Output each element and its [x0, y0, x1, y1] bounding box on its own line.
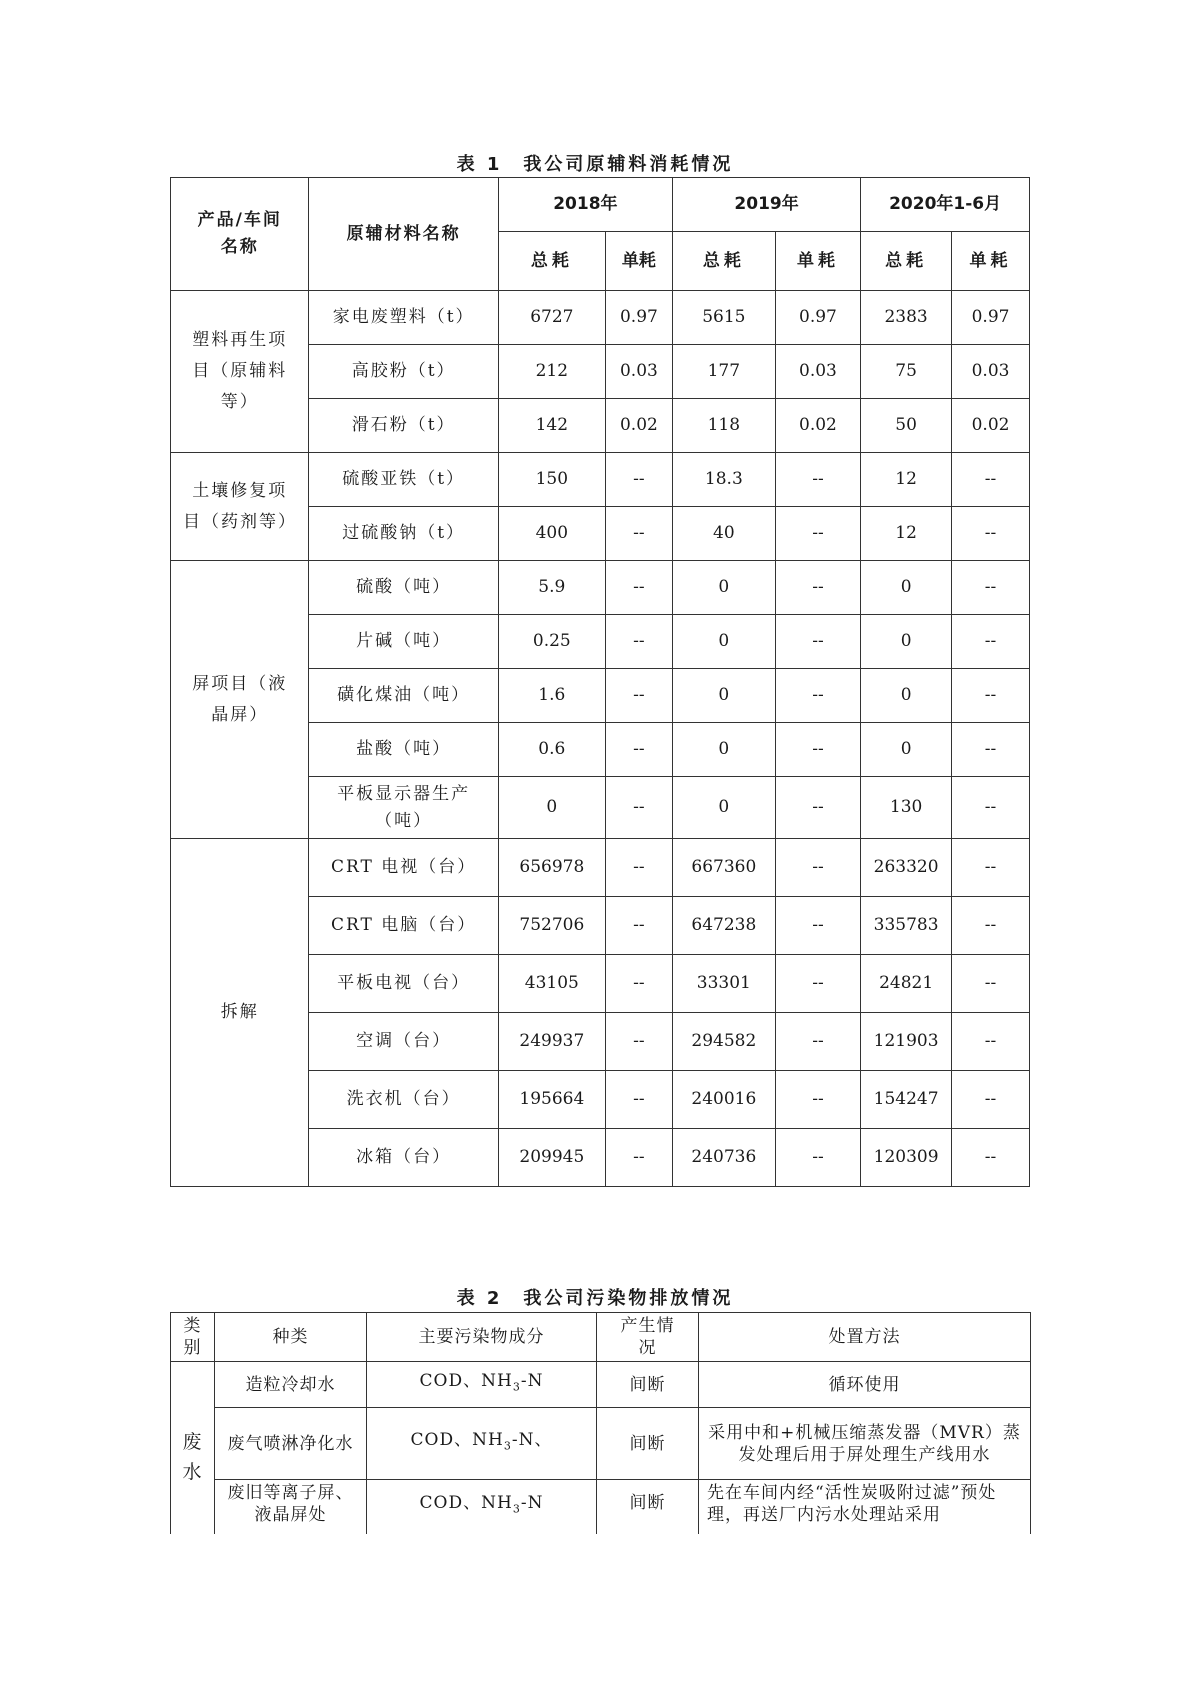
unit-2020: --: [952, 615, 1030, 669]
material-name: 滑石粉（t）: [309, 399, 498, 453]
total-2018: 0.25: [498, 615, 605, 669]
category-wastewater: 废水: [171, 1362, 215, 1552]
header-material: 原辅材料名称: [309, 178, 498, 291]
total-2020: 24821: [861, 955, 952, 1013]
pollution-type: 废气喷淋净化水: [215, 1408, 367, 1480]
unit-2018: 0.03: [605, 345, 672, 399]
header-2019: 2019年: [672, 178, 860, 232]
unit-2020: --: [952, 453, 1030, 507]
total-2018: 5.9: [498, 561, 605, 615]
total-2018: 1.6: [498, 669, 605, 723]
unit-2018: --: [605, 453, 672, 507]
header-occurrence: 产生情况: [597, 1313, 699, 1362]
header-2020: 2020年1-6月: [861, 178, 1030, 232]
total-2019: 177: [672, 345, 775, 399]
pollution-type: 造粒冷却水: [215, 1362, 367, 1408]
table1-caption: 表 1 我公司原辅料消耗情况: [456, 154, 734, 175]
unit-2018: --: [605, 777, 672, 839]
unit-2018: 0.02: [605, 399, 672, 453]
unit-2019: --: [775, 453, 860, 507]
total-2020: 0: [861, 723, 952, 777]
total-2019: 5615: [672, 291, 775, 345]
unit-2018: --: [605, 955, 672, 1013]
unit-2018: --: [605, 1129, 672, 1187]
group-plastics: 塑料再生项目（原辅料等）: [171, 291, 309, 453]
unit-2019: --: [775, 1013, 860, 1071]
total-2018: 6727: [498, 291, 605, 345]
total-2020: 12: [861, 453, 952, 507]
occurrence: 间断: [597, 1362, 699, 1408]
header-category: 类别: [171, 1313, 215, 1362]
unit-2020: --: [952, 777, 1030, 839]
unit-2019: --: [775, 1071, 860, 1129]
total-2019: 0: [672, 669, 775, 723]
unit-2019: 0.03: [775, 345, 860, 399]
material-name: CRT 电视（台）: [309, 839, 498, 897]
unit-2018: --: [605, 507, 672, 561]
unit-2019: --: [775, 723, 860, 777]
material-name: 片碱（吨）: [309, 615, 498, 669]
unit-2020: --: [952, 955, 1030, 1013]
group-soil-remediation: 土壤修复项目（药剂等）: [171, 453, 309, 561]
material-name: 高胶粉（t）: [309, 345, 498, 399]
total-2018: 43105: [498, 955, 605, 1013]
total-2019: 0: [672, 561, 775, 615]
occurrence: 间断: [597, 1480, 699, 1552]
raw-material-consumption-table: [170, 177, 1030, 1187]
unit-2018: 0.97: [605, 291, 672, 345]
total-2019: 240016: [672, 1071, 775, 1129]
material-name: 磺化煤油（吨）: [309, 669, 498, 723]
subscript-3: 3: [512, 1502, 521, 1516]
total-2019: 294582: [672, 1013, 775, 1071]
unit-2019: 0.97: [775, 291, 860, 345]
total-2019: 0: [672, 615, 775, 669]
material-name: 平板显示器生产（吨）: [309, 777, 498, 839]
unit-2020: --: [952, 897, 1030, 955]
total-2019: 118: [672, 399, 775, 453]
total-2020: 12: [861, 507, 952, 561]
material-name: 洗衣机（台）: [309, 1071, 498, 1129]
total-2018: 249937: [498, 1013, 605, 1071]
material-name: 空调（台）: [309, 1013, 498, 1071]
unit-2020: --: [952, 669, 1030, 723]
total-2018: 400: [498, 507, 605, 561]
unit-2020: --: [952, 723, 1030, 777]
header-disposal: 处置方法: [699, 1313, 1031, 1362]
unit-2019: --: [775, 507, 860, 561]
header-total-2020: 总耗: [861, 232, 952, 291]
unit-2018: --: [605, 1071, 672, 1129]
pollutant-components: COD、$NH_3-N$: [367, 1480, 597, 1552]
pollutant-components: COD、$NH_3-N$、: [367, 1408, 597, 1480]
total-2018: 209945: [498, 1129, 605, 1187]
total-2020: 50: [861, 399, 952, 453]
material-name: 家电废塑料（t）: [309, 291, 498, 345]
header-total-2018: 总耗: [498, 232, 605, 291]
header-total-2019: 总耗: [672, 232, 775, 291]
total-2019: 33301: [672, 955, 775, 1013]
total-2019: 0: [672, 723, 775, 777]
unit-2018: --: [605, 561, 672, 615]
disposal-method: 循环使用: [699, 1362, 1031, 1408]
material-name: 平板电视（台）: [309, 955, 498, 1013]
total-2018: 142: [498, 399, 605, 453]
total-2020: 335783: [861, 897, 952, 955]
unit-2019: --: [775, 777, 860, 839]
group-dismantling: 拆解: [171, 839, 309, 1187]
total-2019: 667360: [672, 839, 775, 897]
total-2020: 154247: [861, 1071, 952, 1129]
total-2020: 120309: [861, 1129, 952, 1187]
unit-2020: --: [952, 507, 1030, 561]
unit-2018: --: [605, 669, 672, 723]
header-pollutants: 主要污染物成分: [367, 1313, 597, 1362]
unit-2019: 0.02: [775, 399, 860, 453]
table2-caption: 表 2 我公司污染物排放情况: [456, 1288, 734, 1309]
unit-2019: --: [775, 1129, 860, 1187]
unit-2019: --: [775, 839, 860, 897]
unit-2018: --: [605, 897, 672, 955]
unit-2019: --: [775, 561, 860, 615]
unit-2019: --: [775, 897, 860, 955]
pollution-type: 废旧等离子屏、液晶屏处: [215, 1480, 367, 1552]
material-name: 过硫酸钠（t）: [309, 507, 498, 561]
unit-2019: --: [775, 669, 860, 723]
total-2020: 0: [861, 561, 952, 615]
unit-2020: 0.02: [952, 399, 1030, 453]
material-name: 冰箱（台）: [309, 1129, 498, 1187]
total-2019: 240736: [672, 1129, 775, 1187]
header-2018: 2018年: [498, 178, 672, 232]
unit-2020: 0.97: [952, 291, 1030, 345]
pollutant-discharge-table: [170, 1312, 1031, 1552]
disposal-method: 先在车间内经“活性炭吸附过滤”预处理，再送厂内污水处理站采用: [699, 1480, 1031, 1552]
pollutant-components: COD、$NH_3-N$: [367, 1362, 597, 1408]
occurrence: 间断: [597, 1408, 699, 1480]
unit-2020: --: [952, 1071, 1030, 1129]
total-2019: 0: [672, 777, 775, 839]
material-name: 盐酸（吨）: [309, 723, 498, 777]
unit-2020: --: [952, 839, 1030, 897]
unit-2019: --: [775, 955, 860, 1013]
total-2020: 263320: [861, 839, 952, 897]
material-name: 硫酸（吨）: [309, 561, 498, 615]
page-bottom-margin: [0, 1534, 1190, 1684]
total-2018: 752706: [498, 897, 605, 955]
subscript-3: 3: [512, 1380, 521, 1394]
total-2020: 0: [861, 669, 952, 723]
total-2018: 195664: [498, 1071, 605, 1129]
unit-2018: --: [605, 615, 672, 669]
unit-2018: --: [605, 839, 672, 897]
material-name: 硫酸亚铁（t）: [309, 453, 498, 507]
unit-2018: --: [605, 723, 672, 777]
total-2018: 656978: [498, 839, 605, 897]
unit-2020: --: [952, 1013, 1030, 1071]
header-unit-2019: 单耗: [775, 232, 860, 291]
total-2018: 212: [498, 345, 605, 399]
unit-2018: --: [605, 1013, 672, 1071]
subscript-3: 3: [503, 1439, 512, 1453]
total-2018: 0.6: [498, 723, 605, 777]
group-screen-project: 屏项目（液晶屏）: [171, 561, 309, 839]
total-2020: 130: [861, 777, 952, 839]
total-2019: 40: [672, 507, 775, 561]
total-2019: 18.3: [672, 453, 775, 507]
header-unit-2020: 单耗: [952, 232, 1030, 291]
disposal-method: 采用中和+机械压缩蒸发器（MVR）蒸发处理后用于屏处理生产线用水: [699, 1408, 1031, 1480]
unit-2020: --: [952, 561, 1030, 615]
total-2018: 0: [498, 777, 605, 839]
header-unit-2018: 单耗: [605, 232, 672, 291]
total-2020: 75: [861, 345, 952, 399]
total-2020: 2383: [861, 291, 952, 345]
header-product: 产品/车间名称: [171, 178, 309, 291]
total-2019: 647238: [672, 897, 775, 955]
material-name: CRT 电脑（台）: [309, 897, 498, 955]
total-2020: 0: [861, 615, 952, 669]
total-2018: 150: [498, 453, 605, 507]
total-2020: 121903: [861, 1013, 952, 1071]
unit-2019: --: [775, 615, 860, 669]
header-type: 种类: [215, 1313, 367, 1362]
unit-2020: --: [952, 1129, 1030, 1187]
unit-2020: 0.03: [952, 345, 1030, 399]
